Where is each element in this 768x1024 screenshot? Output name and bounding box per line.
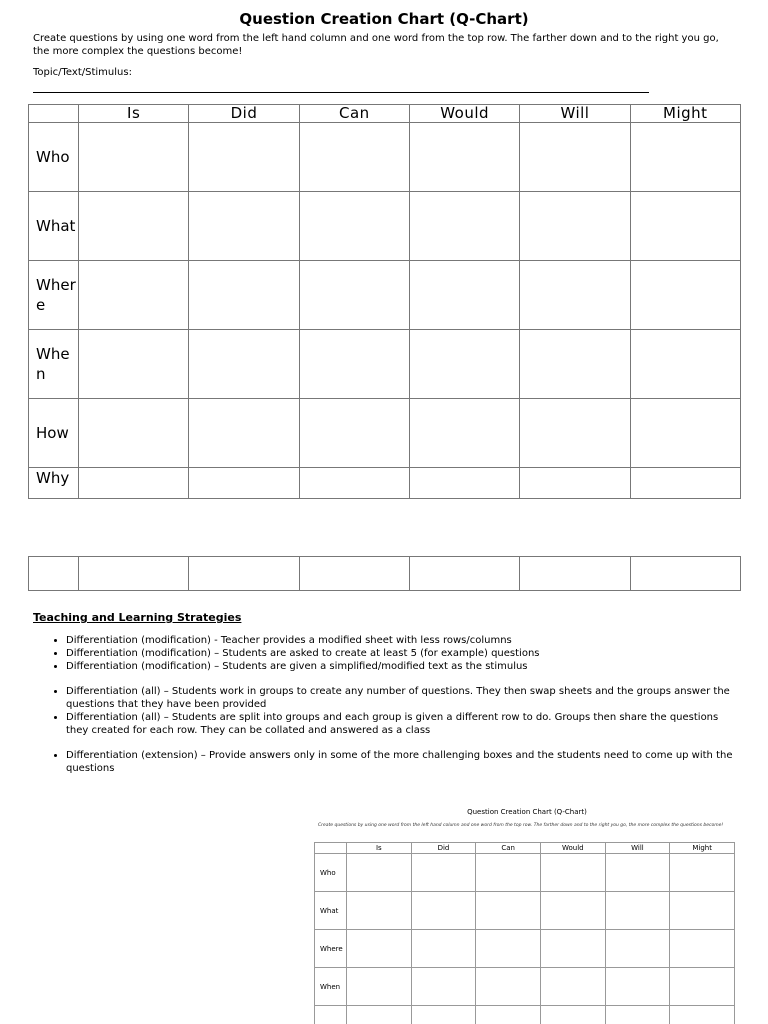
answer-cell [670,854,735,892]
answer-cell[interactable] [299,192,409,261]
column-header: Is [347,843,412,854]
list-item: • Differentiation (all) – Students work in groups to create any number of questions. They then swap sheets and the groups answer the questions that they have been provided [66,685,738,711]
q-chart-table [28,104,741,499]
topic-label: Topic/Text/Stimulus: [33,67,132,78]
strategy-list [33,685,738,737]
list-item: • Differentiation (modification) – Students are asked to create at least 5 (for example) questions [66,647,738,660]
answer-cell[interactable] [630,468,740,499]
column-header-row [29,105,741,123]
instructions-text: Create questions by using one word from the left hand column and one word from the top row. The farther down and to the right you go, the more complex the questions become! [33,33,719,57]
column-header: Can [299,105,409,123]
row-header: When [29,330,79,399]
strategy-list [33,749,738,775]
column-header: Did [411,843,476,854]
answer-cell[interactable] [79,557,189,591]
answer-cell[interactable] [520,330,630,399]
continuation-table [28,556,741,591]
column-header: Will [520,105,630,123]
row-header: What [29,192,79,261]
answer-cell[interactable] [79,468,189,499]
answer-cell[interactable] [630,399,740,468]
answer-cell [411,1006,476,1024]
chart-row [315,854,735,892]
strategies-section [33,611,738,787]
chart-row [29,330,741,399]
q-chart-thumbnail [307,800,747,1024]
answer-cell[interactable] [79,330,189,399]
answer-cell [347,1006,412,1024]
answer-cell [670,930,735,968]
answer-cell [605,854,670,892]
answer-cell[interactable] [79,192,189,261]
answer-cell[interactable] [79,399,189,468]
answer-cell[interactable] [189,261,299,330]
column-header: Did [189,105,299,123]
answer-cell [670,1006,735,1024]
answer-cell [347,930,412,968]
answer-cell [605,1006,670,1024]
strategy-list [33,634,738,673]
answer-cell [411,854,476,892]
answer-cell[interactable] [299,123,409,192]
answer-cell [540,854,605,892]
answer-cell[interactable] [299,330,409,399]
answer-cell[interactable] [520,123,630,192]
thumbnail-instructions: Create questions by using one word from the left hand column and one word from the top row. The farther down and to the right you go, the more complex the questions become! [318,823,724,828]
column-header: Would [409,105,519,123]
answer-cell [411,968,476,1006]
answer-cell [476,968,541,1006]
empty-cell [29,557,79,591]
chart-row [29,468,741,499]
answer-cell[interactable] [299,468,409,499]
answer-cell[interactable] [520,468,630,499]
row-header: Where [29,261,79,330]
chart-row [29,557,741,591]
answer-cell [605,892,670,930]
answer-cell[interactable] [409,192,519,261]
answer-cell[interactable] [189,123,299,192]
row-header: What [315,892,347,930]
answer-cell [347,968,412,1006]
answer-cell[interactable] [189,399,299,468]
answer-cell[interactable] [189,330,299,399]
answer-cell [670,892,735,930]
chart-row [29,261,741,330]
page-title: Question Creation Chart (Q-Chart) [239,10,529,28]
column-header: Can [476,843,541,854]
answer-cell [411,892,476,930]
column-header: Is [79,105,189,123]
row-header: Why [29,468,79,499]
corner-cell [29,105,79,123]
answer-cell[interactable] [520,399,630,468]
answer-cell [605,968,670,1006]
chart-row [315,968,735,1006]
answer-cell [540,892,605,930]
answer-cell [540,1006,605,1024]
chart-row [29,192,741,261]
answer-cell[interactable] [520,192,630,261]
chart-row [315,892,735,930]
answer-cell[interactable] [299,261,409,330]
answer-cell [347,892,412,930]
answer-cell [605,930,670,968]
answer-cell [476,1006,541,1024]
thumbnail-table [314,842,735,1024]
row-header: Who [29,123,79,192]
row-header: Who [315,854,347,892]
column-header: Might [670,843,735,854]
list-item: • Differentiation (all) – Students are split into groups and each group is given a different row to do. Groups then share the questions they created for each row. They can be collated and answered as a class [66,711,738,737]
list-item: • Differentiation (modification) - Teacher provides a modified sheet with less rows/columns [66,634,738,647]
column-header: Will [605,843,670,854]
answer-cell[interactable] [630,557,740,591]
answer-cell [540,930,605,968]
answer-cell[interactable] [409,399,519,468]
answer-cell[interactable] [409,557,519,591]
answer-cell[interactable] [630,123,740,192]
answer-cell [411,930,476,968]
strategies-heading: Teaching and Learning Strategies [33,611,242,624]
answer-cell[interactable] [189,468,299,499]
answer-cell [670,968,735,1006]
chart-row [315,930,735,968]
answer-cell[interactable] [520,261,630,330]
column-header: Would [540,843,605,854]
row-header: How [29,399,79,468]
answer-cell[interactable] [189,557,299,591]
answer-cell[interactable] [299,557,409,591]
answer-cell[interactable] [520,557,630,591]
answer-cell [476,930,541,968]
corner-cell [315,843,347,854]
column-header: Might [630,105,740,123]
answer-cell [476,854,541,892]
answer-cell [540,968,605,1006]
answer-cell[interactable] [630,261,740,330]
answer-cell[interactable] [409,123,519,192]
list-item: • Differentiation (extension) – Provide answers only in some of the more challenging boxes and the students need to come up with the questions [66,749,738,775]
answer-cell[interactable] [79,123,189,192]
topic-answer-line [33,92,649,93]
answer-cell[interactable] [409,468,519,499]
chart-row [29,123,741,192]
answer-cell [347,854,412,892]
row-header: Where [315,930,347,968]
answer-cell[interactable] [189,192,299,261]
list-item: • Differentiation (modification) – Students are given a simplified/modified text as the stimulus [66,660,738,673]
row-header: When [315,968,347,1006]
answer-cell[interactable] [79,261,189,330]
chart-row [315,1006,735,1024]
answer-cell[interactable] [299,399,409,468]
thumbnail-title: Question Creation Chart (Q-Chart) [467,808,587,816]
answer-cell[interactable] [409,261,519,330]
row-header-cut [315,1006,347,1024]
chart-row [29,399,741,468]
column-header-row [315,843,735,854]
answer-cell [476,892,541,930]
answer-cell[interactable] [630,330,740,399]
answer-cell[interactable] [409,330,519,399]
answer-cell[interactable] [630,192,740,261]
